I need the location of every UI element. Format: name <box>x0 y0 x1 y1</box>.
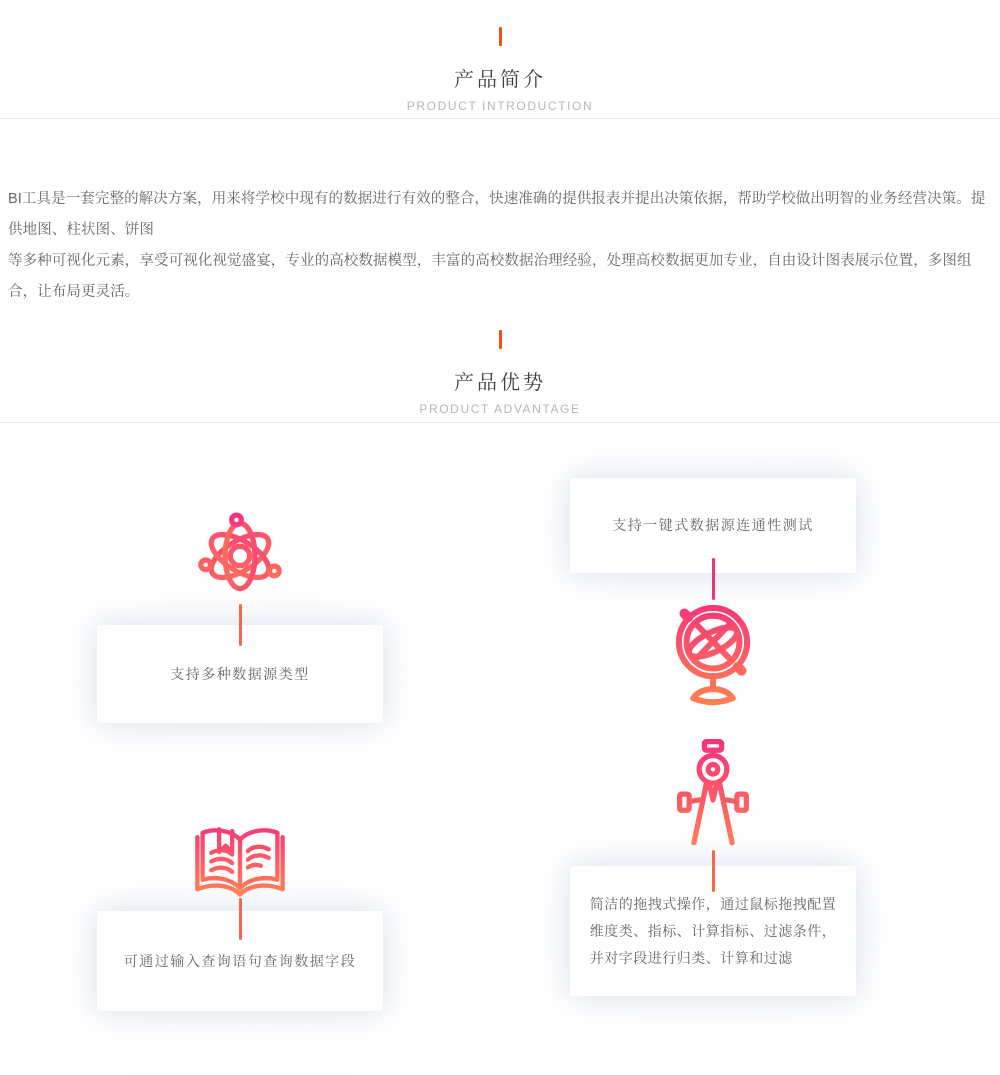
atom-icon <box>196 512 284 600</box>
connector-line <box>239 898 242 940</box>
section-title: 产品优势 <box>454 372 546 394</box>
globe-icon <box>658 597 768 707</box>
feature-query-fields <box>97 818 383 1011</box>
connector-line <box>712 558 715 600</box>
section-subtitle-en: PRODUCT INTRODUCTION <box>406 99 594 113</box>
divider <box>0 422 1000 423</box>
connector-line <box>712 850 715 892</box>
feature-connectivity-test <box>570 478 856 707</box>
section-subtitle-en: PRODUCT ADVANTAGE <box>419 402 581 416</box>
intro-paragraph: BI工具是一套完整的解决方案，用来将学校中现有的数据进行有效的整合，快速准确的提供报表并提出决策依据，帮助学校做出明智的业务经营决策。提供地图、柱状图、饼图 等多种可视化元素，享受可视化视觉盛宴，专业的高校数据模型，丰富的高校数据治理经验，处理高校数据更加专业，自由设计图表展示位置，多图组合，让布局更灵活。 <box>8 191 986 300</box>
feature-label: 可通过输入查询语句查询数据字段 <box>123 952 357 969</box>
section-intro-header <box>0 27 1000 113</box>
accent-tick-icon <box>499 330 502 349</box>
feature-multi-datasource <box>97 512 383 723</box>
divider <box>0 118 1000 119</box>
feature-drag-drop <box>570 737 856 996</box>
connector-line <box>239 604 242 646</box>
compass-icon <box>672 737 754 855</box>
book-icon <box>187 818 293 898</box>
section-title: 产品简介 <box>454 69 546 91</box>
feature-label: 支持多种数据源类型 <box>170 665 310 682</box>
accent-tick-icon <box>499 27 502 46</box>
feature-label: 简洁的拖拽式操作，通过鼠标拖拽配置 维度类、指标、计算指标、过滤条件， 并对字段进行归类、计算和过滤 <box>589 895 837 966</box>
section-advantage-header <box>0 330 1000 416</box>
feature-label: 支持一键式数据源连通性测试 <box>612 517 814 533</box>
